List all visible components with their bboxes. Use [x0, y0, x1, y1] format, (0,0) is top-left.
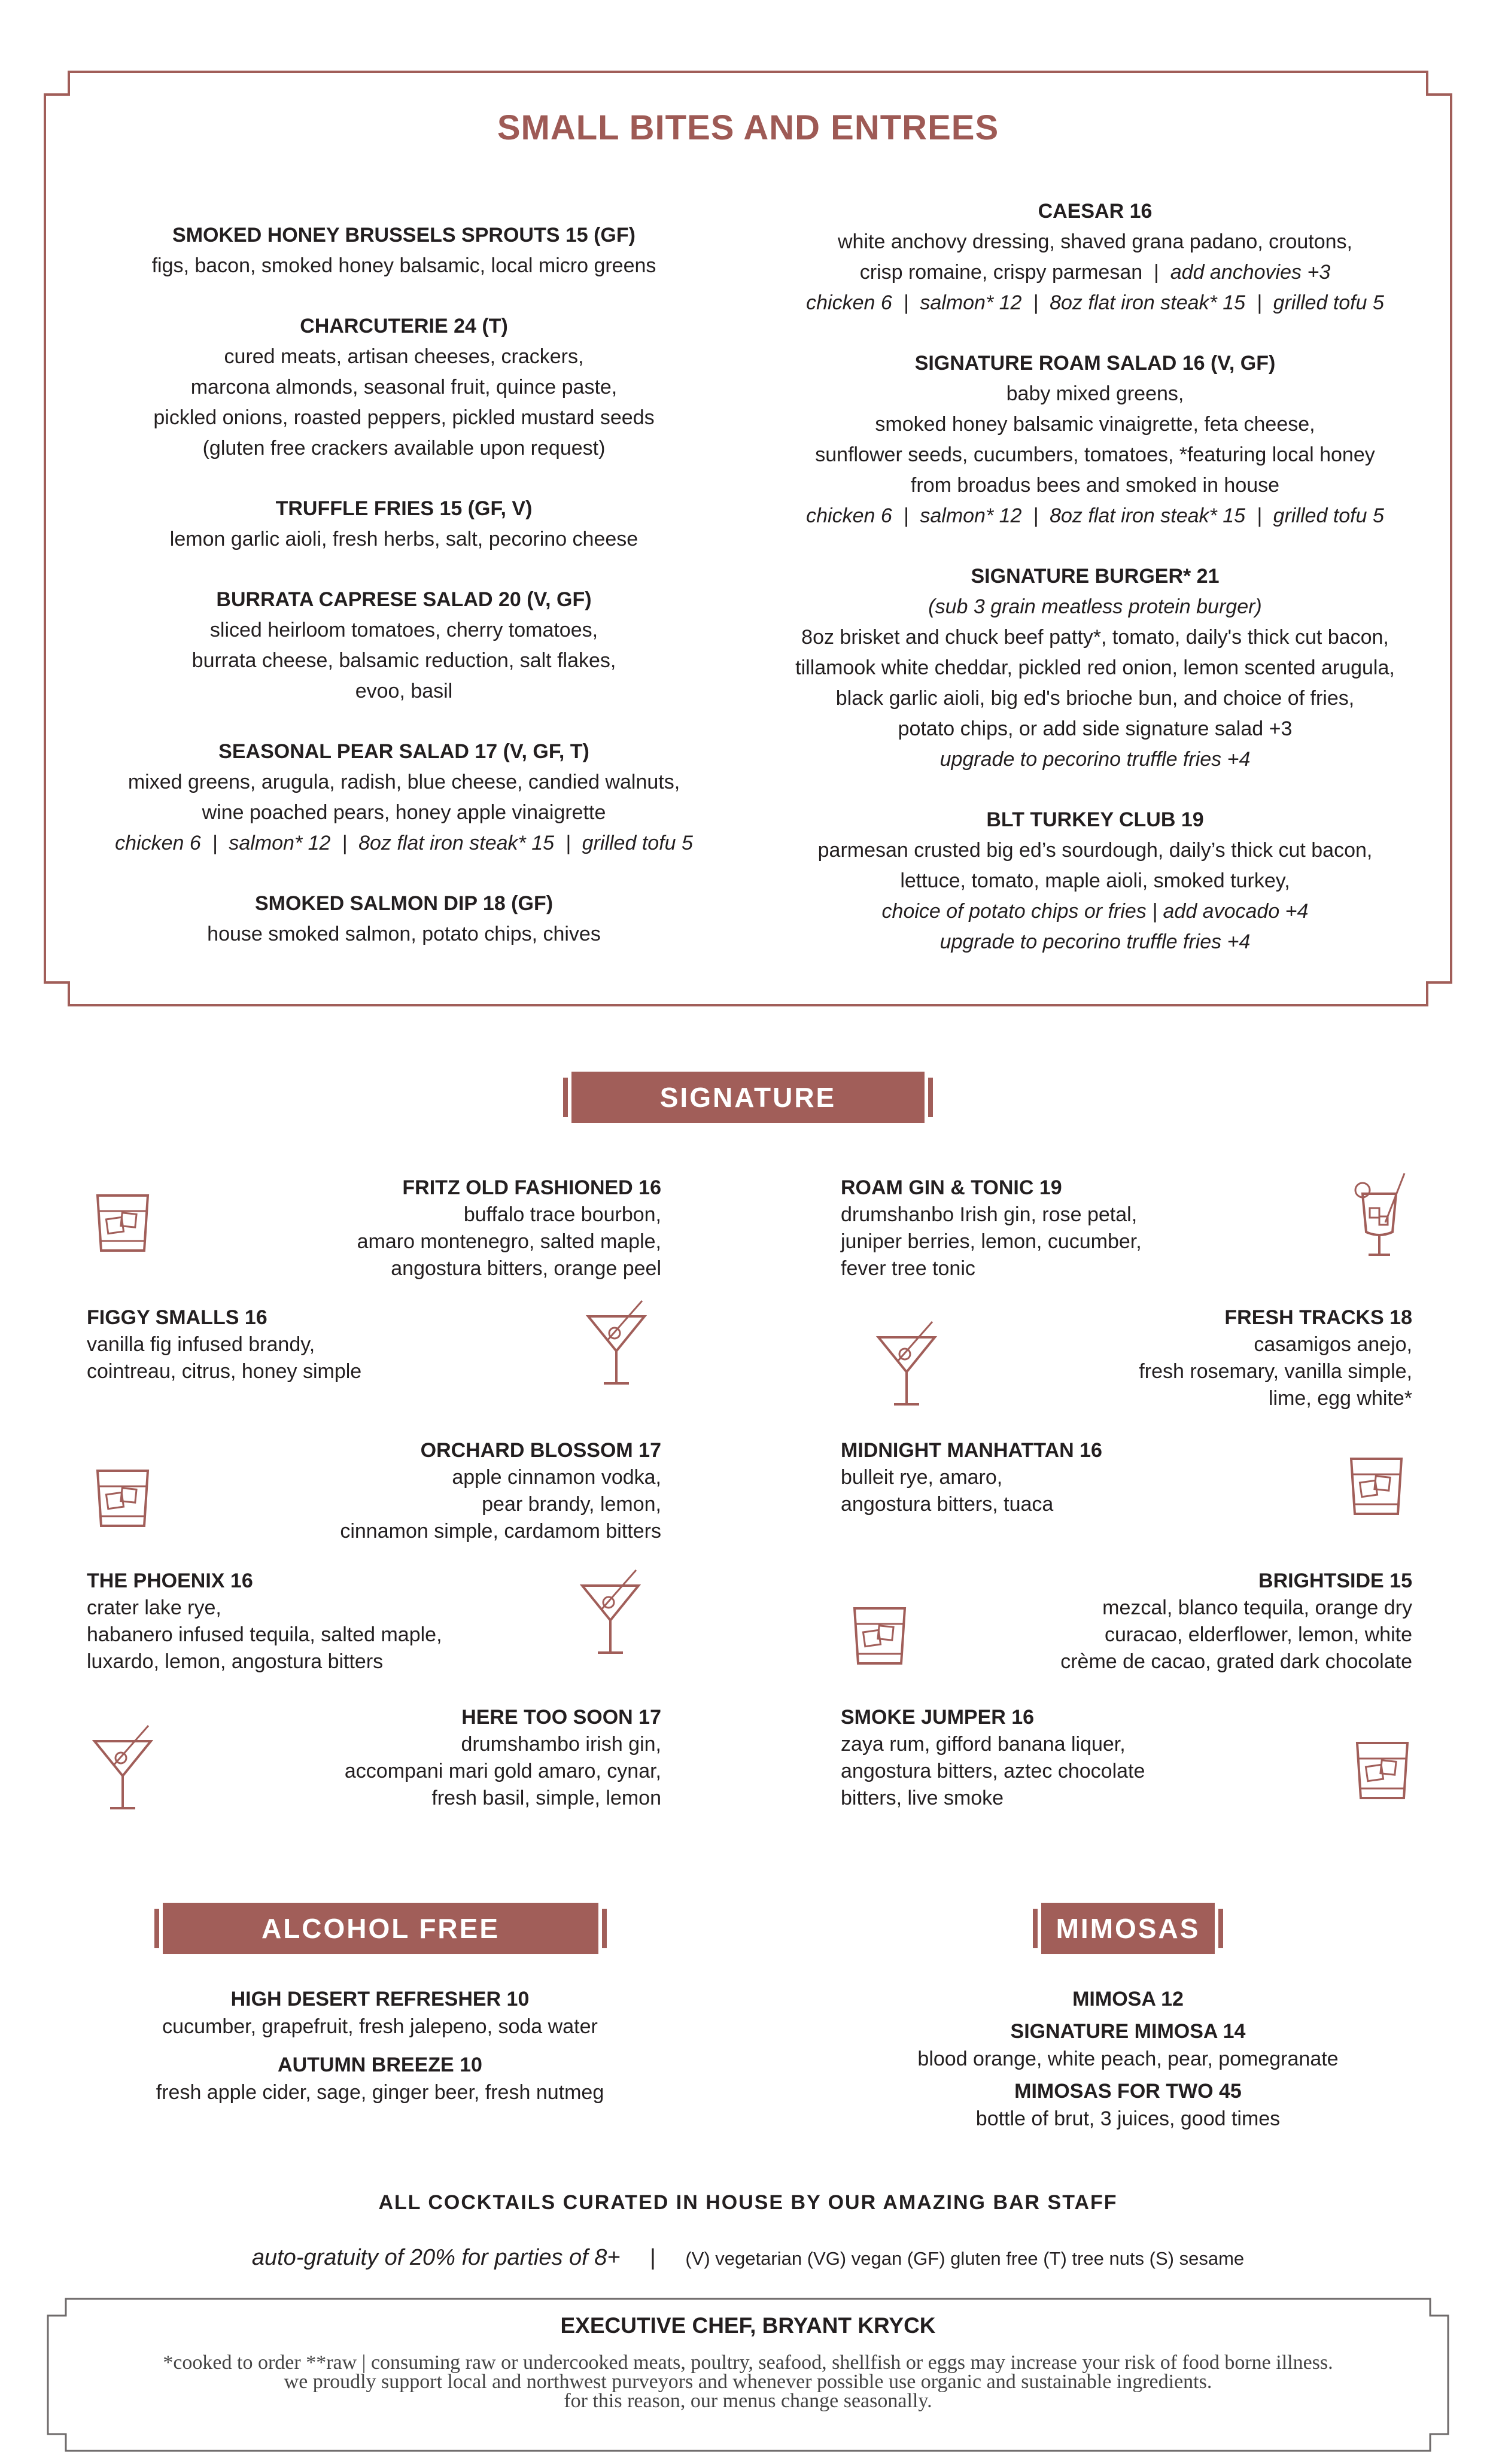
cocktail-item	[841, 1437, 1409, 1518]
cocktail-description: apple cinnamon vodka,	[452, 1466, 661, 1489]
cocktail-description: mezcal, blanco tequila, orange dry	[1102, 1596, 1412, 1619]
menu-item-description: baby mixed greens,	[1006, 382, 1184, 405]
menu-item	[60, 889, 748, 950]
cocktail-description: curacao, elderflower, lemon, white	[1104, 1623, 1412, 1646]
rocks-glass-icon	[850, 1604, 910, 1672]
cocktail-description: accompani mari gold amaro, cynar,	[344, 1760, 661, 1782]
cocktail-item	[87, 1568, 655, 1675]
cocktail-item	[841, 1704, 1409, 1812]
legend-row	[0, 2245, 1496, 2271]
gratuity-note: auto-gratuity of 20% for parties of 8+	[251, 2245, 621, 2270]
menu-item-description: parmesan crusted big ed’s sourdough, daily’s thick cut bacon,	[817, 839, 1373, 862]
cocktail-item	[93, 1704, 661, 1812]
cocktail-description: fever tree tonic	[841, 1257, 975, 1280]
cocktail-description: zaya rum, gifford banana liquer,	[841, 1733, 1126, 1756]
cocktail-description: lime, egg white*	[1268, 1387, 1412, 1410]
menu-item	[784, 2077, 1472, 2133]
cocktail-description: fresh rosemary, vanilla simple,	[1139, 1360, 1412, 1383]
menu-item-description: bottle of brut, 3 juices, good times	[975, 2107, 1281, 2130]
cocktail-description: luxardo, lemon, angostura bitters	[87, 1650, 384, 1673]
rocks-glass-icon	[93, 1191, 153, 1260]
menu-item-description: sliced heirloom tomatoes, cherry tomatoes,	[209, 619, 598, 641]
mimosas-list	[784, 1985, 1472, 2137]
menu-item-description: black garlic aioli, big ed's brioche bun, and choice of fries,	[835, 687, 1355, 710]
cocktail-name: BRIGHTSIDE 15	[1258, 1569, 1412, 1592]
menu-item-description: pickled onions, roasted peppers, pickled mustard seeds	[153, 406, 655, 429]
menu-item-name: CHARCUTERIE 24 (T)	[300, 315, 508, 337]
menu-item-addons: upgrade to pecorino truffle fries +4	[939, 930, 1251, 953]
cocktail-description: casamigos anejo,	[1254, 1333, 1412, 1356]
cocktail-name: ROAM GIN & TONIC 19	[841, 1176, 1062, 1199]
menu-item-description: 8oz brisket and chuck beef patty*, tomato, daily's thick cut bacon,	[801, 626, 1389, 649]
menu-item	[751, 196, 1439, 318]
disclaimer-line-2: we proudly support local and northwest purveyors and whenever possible use organic and sustainable ingredients.	[284, 2371, 1212, 2393]
menu-item-description: fresh apple cider, sage, ginger beer, fresh nutmeg	[156, 2081, 604, 2104]
menu-item	[60, 494, 748, 555]
cocktail-name: FIGGY SMALLS 16	[87, 1306, 267, 1329]
menu-item-name: AUTUMN BREEZE 10	[278, 2054, 482, 2076]
menu-item-description: lettuce, tomato, maple aioli, smoked turkey,	[900, 869, 1290, 892]
rocks-glass-icon	[1352, 1738, 1412, 1807]
cocktail-description: drumshambo irish gin,	[461, 1733, 661, 1756]
menu-item	[751, 348, 1439, 531]
cocktail-name: FRESH TRACKS 18	[1224, 1306, 1412, 1329]
menu-item-description: cucumber, grapefruit, fresh jalepeno, soda water	[162, 2015, 598, 2038]
menu-item-addons: choice of potato chips or fries | add avocado +4	[881, 900, 1309, 923]
menu-item-name: TRUFFLE FRIES 15 (GF, V)	[275, 497, 533, 520]
menu-item-addons: upgrade to pecorino truffle fries +4	[939, 748, 1251, 771]
menu-item-name: BLT TURKEY CLUB 19	[986, 808, 1204, 831]
menu-item-name: BURRATA CAPRESE SALAD 20 (V, GF)	[216, 588, 592, 611]
menu-item-description: cured meats, artisan cheeses, crackers,	[224, 345, 584, 368]
menu-item-description: house smoked salmon, potato chips, chives	[207, 923, 601, 945]
cocktail-description: angostura bitters, orange peel	[391, 1257, 661, 1280]
cocktail-description: buffalo trace bourbon,	[463, 1203, 661, 1226]
menu-item-description: from broadus bees and smoked in house	[910, 474, 1280, 497]
menu-item-description: marcona almonds, seasonal fruit, quince paste,	[190, 376, 618, 399]
cocktail-description: angostura bitters, aztec chocolate	[841, 1760, 1145, 1782]
executive-chef: EXECUTIVE CHEF, BRYANT KRYCK	[560, 2313, 936, 2338]
menu-item-description: wine poached pears, honey apple vinaigrette	[202, 801, 606, 824]
menu-item-description: white anchovy dressing, shaved grana padano, croutons,	[838, 230, 1352, 253]
menu-item-addons: chicken 6 | salmon* 12 | 8oz flat iron steak* 15 | grilled tofu 5	[806, 504, 1384, 527]
cocktail-description: crater lake rye,	[87, 1596, 221, 1619]
cocktail-description: crème de cacao, grated dark chocolate	[1060, 1650, 1412, 1673]
cocktail-description: habanero infused tequila, salted maple,	[87, 1623, 442, 1646]
disclaimer-line-3: for this reason, our menus change seasonally.	[564, 2390, 932, 2412]
menu-item-addons: chicken 6 | salmon* 12 | 8oz flat iron steak* 15 | grilled tofu 5	[806, 291, 1384, 314]
cocktail-description: bulleit rye, amaro,	[841, 1466, 1003, 1489]
menu-item-name: SIGNATURE BURGER* 21	[971, 565, 1220, 588]
martini-glass-icon	[577, 1568, 643, 1660]
martini-glass-icon	[90, 1723, 156, 1816]
cocktail-description: cinnamon simple, cardamom bitters	[340, 1520, 661, 1543]
menu-item-name: HIGH DESERT REFRESHER 10	[230, 1988, 530, 2010]
alcohol-free-banner: ALCOHOL FREE SPECIALTIES	[163, 1903, 598, 1954]
gin-tonic-glass-icon	[1349, 1170, 1409, 1263]
menu-item-text: crisp romaine, crispy parmesan |	[859, 261, 1170, 284]
cocktail-name: FRITZ OLD FASHIONED 16	[402, 1176, 661, 1199]
alcohol-free-list	[36, 1985, 724, 2117]
menu-item	[784, 1985, 1472, 2013]
cocktail-item	[841, 1175, 1409, 1282]
cocktail-name: HERE TOO SOON 17	[461, 1706, 661, 1729]
menu-item-description: tillamook white cheddar, pickled red onion, lemon scented arugula,	[795, 656, 1395, 679]
mimosas-banner: MIMOSAS	[1041, 1903, 1215, 1954]
rocks-glass-icon	[93, 1466, 153, 1535]
cocktail-description: fresh basil, simple, lemon	[431, 1787, 661, 1809]
cocktail-description: drumshanbo Irish gin, rose petal,	[841, 1203, 1138, 1226]
cocktail-description: juniper berries, lemon, cucumber,	[841, 1230, 1142, 1253]
cocktail-description: angostura bitters, tuaca	[841, 1493, 1054, 1516]
menu-item	[60, 220, 748, 281]
menu-item-description	[751, 257, 1439, 288]
small-bites-left-column	[60, 220, 748, 979]
legend-separator: |	[650, 2245, 656, 2270]
menu-item-name: MIMOSAS FOR TWO 45	[1014, 2080, 1242, 2103]
menu-item	[36, 1985, 724, 2040]
cocktail-name: MIDNIGHT MANHATTAN 16	[841, 1439, 1102, 1462]
menu-item-addon: add anchovies +3	[1170, 261, 1331, 284]
menu-item-description: blood orange, white peach, pear, pomegranate	[917, 2048, 1339, 2070]
menu-item-name: SMOKED HONEY BRUSSELS SPROUTS 15 (GF)	[172, 224, 636, 247]
menu-item-description: potato chips, or add side signature salad +3	[898, 717, 1293, 740]
cocktail-description: pear brandy, lemon,	[482, 1493, 661, 1516]
menu-item	[60, 311, 748, 464]
menu-item-note: (sub 3 grain meatless protein burger)	[928, 595, 1262, 618]
menu-item-name: MIMOSA 12	[1072, 1988, 1184, 2010]
signature-cocktails-banner: SIGNATURE COCKTAILS	[571, 1072, 925, 1123]
menu-item	[36, 2051, 724, 2106]
menu-item-description: (gluten free crackers available upon request)	[202, 437, 606, 460]
cocktail-item	[844, 1568, 1412, 1675]
menu-item	[784, 2018, 1472, 2073]
menu-item-name: SIGNATURE ROAM SALAD 16 (V, GF)	[914, 352, 1276, 375]
rocks-glass-icon	[1346, 1454, 1406, 1523]
cocktail-description: cointreau, citrus, honey simple	[87, 1360, 362, 1383]
cocktail-description: amaro montenegro, salted maple,	[357, 1230, 661, 1253]
menu-item-description: mixed greens, arugula, radish, blue cheese, candied walnuts,	[127, 771, 680, 793]
menu-item	[60, 737, 748, 859]
menu-item-description: smoked honey balsamic vinaigrette, feta cheese,	[875, 413, 1315, 436]
menu-item-addons: chicken 6 | salmon* 12 | 8oz flat iron steak* 15 | grilled tofu 5	[115, 832, 693, 854]
menu-item-name: CAESAR 16	[1038, 200, 1153, 223]
small-bites-title: SMALL BITES AND ENTREES	[497, 108, 999, 147]
menu-item	[751, 805, 1439, 957]
martini-glass-icon	[874, 1319, 939, 1412]
menu-item-description: sunflower seeds, cucumbers, tomatoes, *featuring local honey	[815, 443, 1375, 466]
menu-item	[60, 585, 748, 707]
menu-item-name: SMOKED SALMON DIP 18 (GF)	[254, 892, 554, 915]
cocktails-curated-note: ALL COCKTAILS CURATED IN HOUSE BY OUR AMAZING BAR STAFF	[378, 2191, 1118, 2214]
cocktail-item	[93, 1175, 661, 1282]
cocktail-item	[87, 1304, 655, 1385]
disclaimer-line-1: *cooked to order **raw | consuming raw or undercooked meats, poultry, seafood, shellfish or eggs may increase your risk of food borne illness.	[163, 2352, 1333, 2374]
cocktail-name: ORCHARD BLOSSOM 17	[420, 1439, 661, 1462]
martini-glass-icon	[583, 1298, 649, 1391]
cocktail-description: vanilla fig infused brandy,	[87, 1333, 315, 1356]
menu-item	[751, 561, 1439, 775]
menu-item-description: evoo, basil	[355, 680, 453, 702]
cocktail-name: SMOKE JUMPER 16	[841, 1706, 1035, 1729]
small-bites-right-column	[751, 196, 1439, 987]
menu-item-description: figs, bacon, smoked honey balsamic, local micro greens	[151, 254, 656, 277]
menu-item-name: SIGNATURE MIMOSA 14	[1010, 2020, 1246, 2043]
menu-item-description: lemon garlic aioli, fresh herbs, salt, pecorino cheese	[169, 528, 638, 550]
menu-item-description: burrata cheese, balsamic reduction, salt flakes,	[191, 649, 616, 672]
cocktail-item	[93, 1437, 661, 1545]
cocktail-description: bitters, live smoke	[841, 1787, 1004, 1809]
menu-item-name: SEASONAL PEAR SALAD 17 (V, GF, T)	[218, 740, 589, 763]
cocktail-name: THE PHOENIX 16	[87, 1569, 253, 1592]
dietary-legend: (V) vegetarian (VG) vegan (GF) gluten free (T) tree nuts (S) sesame	[685, 2248, 1245, 2269]
